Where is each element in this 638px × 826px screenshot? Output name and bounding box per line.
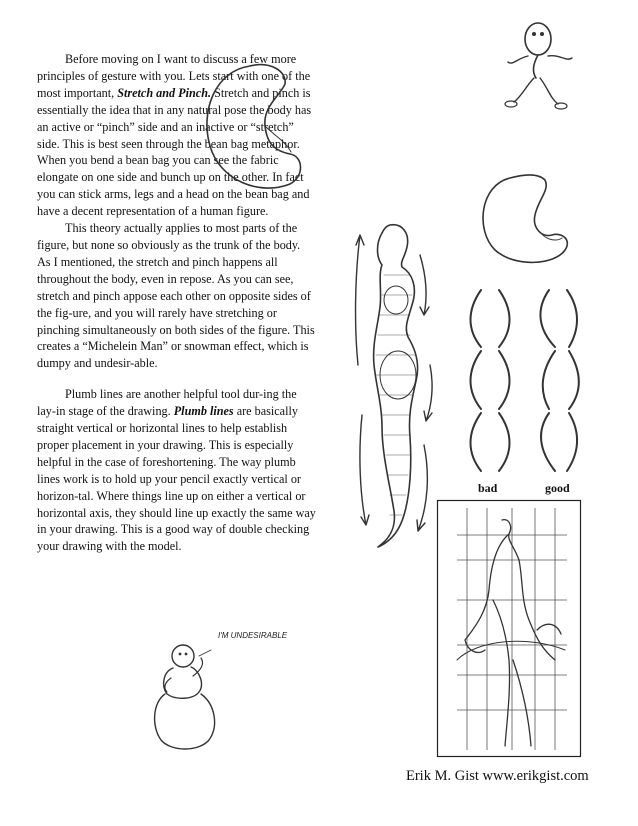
paragraph-plumb-lines — [37, 386, 316, 555]
paragraph-text: Before moving on I want to discuss a few more principles of gesture with you. Lets start with one of the most important, — [37, 52, 311, 100]
bean-bag-sketch-large — [195, 56, 305, 196]
good-curves-sketch — [535, 285, 585, 475]
term-plumb-lines: Plumb lines — [173, 404, 234, 419]
snowman-caption: I'M UNDESIRABLE — [218, 631, 288, 640]
footer-credit: Erik M. Gist www.erikgist.com — [406, 768, 589, 784]
speech-caption — [218, 627, 290, 643]
paragraph-trunk: This theory actually applies to most parts of the figure, but none so obviously as the trunk of the body. As I mentioned, the stretch and pinch happens all throughout the body, even in repose. As you can see, stretch and pinch appose each other on opposite sides of the fig-ure, and you will rarely have stretching or pinching simultaneously on both sides of the figure. This creates a “Michelein Man” or snowman effect, which is dumpy and undesir-able. — [37, 221, 315, 371]
plumb-lines-figure-sketch — [437, 500, 582, 758]
bad-curves-sketch — [465, 285, 515, 475]
term-stretch-and-pinch: Stretch and Pinch. — [117, 85, 212, 100]
bean-bag-sketch-small — [470, 170, 580, 270]
snowman-sketch — [155, 636, 240, 756]
paragraph-text: Stretch and pinch is essentially the idea that in any natural pose the body has an active or “pinch” side and an inactive or “stretch” side. This is best seen through the bean bag metaphor. When you bend a bean bag you can see the fabric elongate on one side and bunch up on the other. In fact you can stick arms, legs and a head on the bean bag and have a decent representation of a human figure. — [37, 85, 312, 219]
good-label: good — [545, 481, 570, 495]
bad-label: bad — [478, 481, 498, 495]
bean-character-sketch — [498, 14, 578, 114]
paragraph-text: Plumb lines are another helpful tool dur-ing the lay-in stage of the drawing. — [37, 387, 297, 419]
paragraph-text: are basically straight vertical or horizontal lines to help establish proper placement in your drawing. This is especially helpful in the case of foreshortening. The way plumb lines work is to hold up your pencil exactly vertical or horizon-tal. Where things line up on either a vertical or horizontal axis, they should line up exactly the same way in your drawing. This is a good way of double checking your drawing with the model. — [37, 404, 316, 554]
